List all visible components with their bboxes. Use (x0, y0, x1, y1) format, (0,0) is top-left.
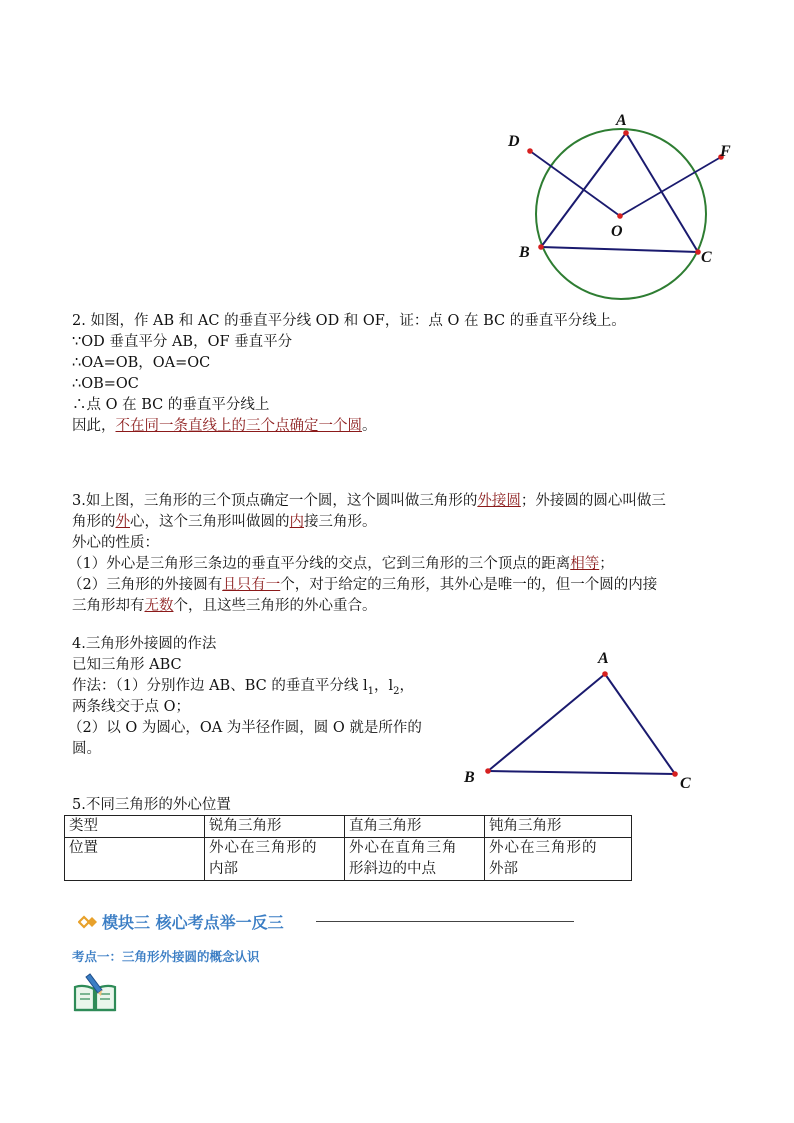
point-O (617, 213, 623, 219)
label-B: B (519, 244, 530, 261)
label-O: O (611, 223, 623, 240)
point-C (672, 771, 678, 777)
table-header-row (65, 816, 632, 838)
table-header: 直角三角形 (345, 816, 485, 838)
construction-heading: 4.三角形外接圆的作法 (72, 636, 217, 652)
module-divider (316, 921, 574, 922)
underlined-answer: 且只有一 (222, 577, 281, 593)
point-A (623, 130, 629, 136)
table-heading: 5.不同三角形的外心位置 (72, 797, 231, 813)
proof-conclusion: 因此，不在同一条直线上的三个点确定一个圆。 (72, 418, 377, 434)
point-B (485, 768, 491, 774)
construction-step-1-cont: 两条线交于点 O； (72, 699, 190, 715)
underlined-answer: 外接圆 (477, 493, 521, 509)
segment-AB (488, 674, 605, 771)
label-A: A (598, 650, 609, 667)
table-row (65, 838, 632, 881)
construction-step-2: （2）以 O 为圆心，OA 为半径作圆，圆 O 就是所作的 (68, 720, 422, 736)
triangle-figure (455, 645, 705, 795)
construction-step-2-cont: 圆。 (72, 741, 101, 757)
module-title: 模块三 核心考点举一反三 (102, 913, 284, 932)
label-C: C (680, 775, 691, 792)
kaodian-heading: 考点一：三角形外接圆的概念认识 (72, 949, 260, 964)
underlined-answer: 内 (289, 514, 304, 530)
proof-statement: 2. 如图，作 AB 和 AC 的垂直平分线 OD 和 OF，证：点 O 在 BC 的垂直平分线上。 (72, 313, 626, 329)
underlined-answer: 相等 (570, 556, 600, 572)
point-B (538, 244, 544, 250)
properties-heading: 外心的性质： (72, 535, 159, 551)
label-D: D (508, 133, 520, 150)
book-pencil-icon (72, 973, 118, 1013)
label-A: A (616, 112, 627, 129)
construction-given: 已知三角形 ABC (72, 657, 182, 673)
table-header: 钝角三角形 (485, 816, 632, 838)
point-C (695, 249, 701, 255)
label-C: C (701, 249, 712, 266)
proof-step-4: ∴点 O 在 BC 的垂直平分线上 (72, 397, 270, 413)
segment-BC (488, 771, 675, 774)
table-cell: 位置 (65, 838, 205, 881)
circumcircle-definition-2: 角形的外心，这个三角形叫做圆的内接三角形。 (72, 514, 377, 530)
table-cell: 外心在三角形的 内部 (205, 838, 345, 881)
property-2-cont: 三角形却有无数个，且这些三角形的外心重合。 (72, 598, 377, 614)
label-B: B (464, 769, 475, 786)
circumcircle-definition-1: 3.如上图，三角形的三个顶点确定一个圆，这个圆叫做三角形的外接圆；外接圆的圆心叫做三 (72, 493, 666, 509)
table-header: 锐角三角形 (205, 816, 345, 838)
point-D (527, 148, 533, 154)
table-cell: 外心在直角三角 形斜边的中点 (345, 838, 485, 881)
underlined-answer: 外 (115, 514, 130, 530)
proof-step-3: ∴OB=OC (72, 376, 139, 392)
proof-step-2: ∴OA=OB，OA=OC (72, 355, 211, 371)
label-F: F (720, 143, 731, 160)
underlined-answer: 不在同一条直线上的三个点确定一个圆 (115, 418, 362, 434)
proof-step-1: ∵OD 垂直平分 AB，OF 垂直平分 (72, 334, 293, 350)
construction-step-1: 作法：（1）分别作边 AB、BC 的垂直平分线 $l_1$，$l_2$， (72, 678, 414, 697)
circumcircle-figure (496, 108, 746, 308)
property-1: （1）外心是三角形三条边的垂直平分线的交点，它到三角形的三个顶点的距离相等； (68, 556, 614, 572)
table-cell: 外心在三角形的 外部 (485, 838, 632, 881)
underlined-answer: 无数 (144, 598, 174, 614)
circumcenter-position-table (64, 815, 632, 881)
property-2: （2）三角形的外接圆有且只有一个，对于给定的三角形，其外心是唯一的，但一个圆的内接 (68, 577, 658, 593)
point-A (602, 671, 608, 677)
double-diamond-icon (78, 915, 98, 929)
table-header: 类型 (65, 816, 205, 838)
module-header (78, 910, 284, 933)
segment-AC (605, 674, 675, 774)
segment-BC (541, 247, 698, 252)
